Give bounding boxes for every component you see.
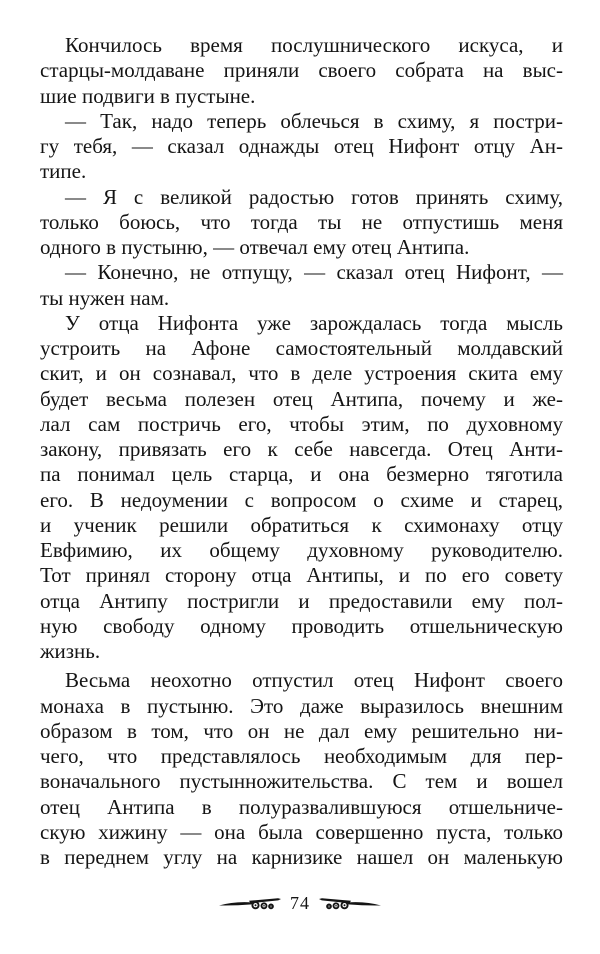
scroll-flourish-left-icon — [219, 896, 281, 911]
text-line: образом в том, что он не дал ему решительно ни- — [40, 718, 563, 743]
text-line: Евфимию, их общему духовному руководителю. — [40, 538, 563, 562]
text-line: Весьма неохотно отпустил отец Нифонт своего — [65, 668, 563, 693]
text-line: ную свободу одному проводить отшельническую — [40, 613, 563, 638]
text-line: отец Антипа в полуразвалившуюся отшельниче- — [40, 794, 563, 819]
text-line: жизнь. — [40, 639, 101, 663]
paragraph — [40, 109, 563, 185]
paragraph — [40, 668, 563, 870]
text-line: Тот принял сторону отца Антипы, и по его совету — [40, 563, 563, 588]
paragraph — [40, 33, 563, 109]
text-line: его. В недоумении с вопросом о схиме и старец, — [40, 487, 563, 512]
text-line: лал сам постричь его, чтобы этим, по духовному — [40, 411, 563, 436]
text-line: отца Антипу постригли и предоставили ему пол- — [40, 588, 563, 613]
paragraph — [40, 185, 563, 261]
text-line: устроить на Афоне самостоятельный молдавский — [40, 336, 563, 360]
text-line: старцы-молдаване приняли своего собрата на выс- — [40, 58, 563, 83]
text-line: только боюсь, что тогда ты не отпустишь меня — [40, 209, 563, 234]
scroll-flourish-right-icon — [319, 896, 381, 911]
text-line: гу тебя, — сказал однажды отец Нифонт отцу Ан- — [40, 134, 563, 158]
text-line: чего, что представлялось необходимым для пер- — [40, 744, 563, 768]
text-line: — Я с великой радостью готов принять схиму, — [65, 184, 563, 209]
text-line: воначального пустынножительства. С тем и вошел — [40, 769, 563, 794]
text-line: и ученик решили обратиться к схимонаху отцу — [40, 512, 563, 537]
text-line: монаха в пустыню. Это даже выразилось внешним — [40, 693, 563, 718]
page-number: 74 — [290, 893, 310, 913]
text-line: типе. — [40, 159, 87, 184]
text-line: закону, привязать его к себе навсегда. Отец Анти- — [40, 437, 563, 461]
text-line: У отца Нифонта уже зарождалась тогда мысль — [65, 310, 563, 335]
text-line: ты нужен нам. — [40, 285, 170, 310]
paragraph — [40, 260, 563, 311]
text-line: скит, и он сознавал, что в деле устроения скита ему — [40, 361, 563, 386]
text-line: — Конечно, не отпущу, — сказал отец Нифонт, — — [65, 260, 563, 285]
text-line: шие подвиги в пустыне. — [40, 83, 256, 108]
text-line: па понимал цель старца, и она безмерно тяготила — [40, 462, 563, 487]
text-line: скую хижину — она была совершенно пуста, только — [40, 819, 563, 844]
text-block — [40, 33, 563, 870]
text-line: — Так, надо теперь облечься в схиму, я постри- — [65, 108, 563, 133]
text-line: Кончилось время послушнического искуса, и — [65, 33, 563, 57]
text-line: одного в пустыню, — отвечал ему отец Антипа. — [40, 235, 470, 259]
text-line: будет весьма полезен отец Антипа, почему и же- — [40, 386, 563, 411]
footer — [0, 893, 600, 913]
text-line: в переднем углу на карнизике нашел он маленькую — [40, 845, 563, 869]
paragraph — [40, 311, 563, 665]
